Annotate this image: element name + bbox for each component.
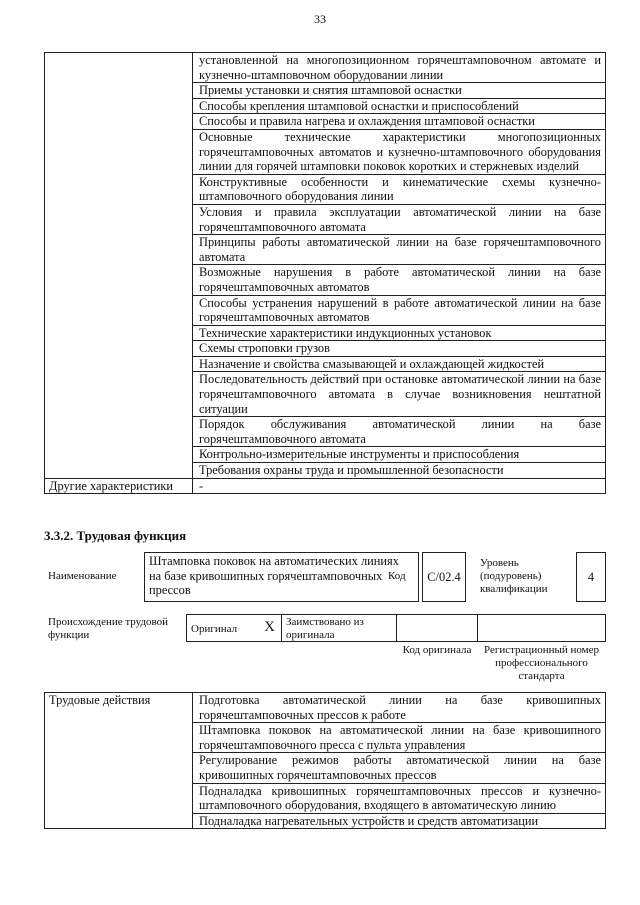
origin-section [44, 614, 606, 684]
function-name: Штамповка поковок на автоматических линиях на базе кривошипных горячештамповочных прессов [144, 552, 419, 602]
original-mark: X [264, 619, 275, 635]
qualification-level-label: Уровень (подуровень) квалификации [480, 557, 548, 595]
code-original-label: Код оригинала [402, 644, 472, 656]
original-cell [186, 614, 282, 642]
action-item: Подготовка автоматической линии на базе кривошипных горячештамповочных прессов к работе [193, 693, 606, 723]
origin-label: Происхождение трудовой функции [48, 616, 169, 641]
knowledge-item: Технические характеристики индукционных установок [193, 325, 606, 341]
action-item: Регулирование режимов работы автоматической линии на базе кривошипных горячештамповочных прессов [193, 753, 606, 783]
knowledge-item: Способы крепления штамповой оснастки и приспособлений [193, 98, 606, 114]
action-item: Подналадка нагревательных устройств и средств автоматизации [193, 813, 606, 829]
other-characteristics-label: Другие характеристики [45, 478, 193, 494]
knowledge-item: Способы устранения нарушений в работе автоматической линии на базе горячештамповочных автоматов [193, 295, 606, 325]
table-row [45, 478, 606, 494]
knowledge-item: Приемы установки и снятия штамповой оснастки [193, 83, 606, 99]
reg-number-cell [477, 614, 606, 642]
knowledge-label-cell [45, 53, 193, 479]
knowledge-item: Порядок обслуживания автоматической линии на базе горячештамповочного автомата [193, 417, 606, 447]
table-row [45, 693, 606, 723]
borrowed-label: Заимствовано из оригинала [286, 616, 364, 641]
knowledge-item: Способы и правила нагрева и охлаждения штамповой оснастки [193, 114, 606, 130]
section-heading: 3.3.2. Трудовая функция [44, 528, 187, 543]
table-row [45, 53, 606, 83]
knowledge-item: Последовательность действий при остановке автоматической линии на базе горячештамповочного автомата в случае возникновения нештатной ситуации [193, 372, 606, 417]
code-label: Код [388, 570, 406, 582]
reg-number-label: Регистрационный номер профессионального стандарта [483, 644, 600, 682]
knowledge-item: Принципы работы автоматической линии на базе горячештамповочного автомата [193, 235, 606, 265]
knowledge-item: Конструктивные особенности и кинематические схемы кузнечно-штамповочного оборудования линии [193, 174, 606, 204]
knowledge-item: Условия и правила эксплуатации автоматической линии на базе горячештамповочного автомата [193, 204, 606, 234]
knowledge-item: Основные технические характеристики многопозиционных горячештамповочных автоматов и кузнечно-штамповочного оборудования линии для горячей штамповки поковок коротких и стержневых изделий [193, 129, 606, 174]
original-label: Оригинал [191, 623, 238, 635]
knowledge-item: Требования охраны труда и промышленной безопасности [193, 463, 606, 479]
function-header [44, 552, 606, 604]
action-item: Штамповка поковок на автоматической линии на базе кривошипного горячештамповочного пресса с пульта управления [193, 723, 606, 753]
code-original-cell [396, 614, 478, 642]
actions-label: Трудовые действия [45, 693, 193, 829]
borrowed-cell [281, 614, 397, 642]
knowledge-item: установленной на многопозиционном горячештамповочном автомате и кузнечно-штамповочном оборудовании линии [193, 53, 606, 83]
knowledge-item: Контрольно-измерительные инструменты и приспособления [193, 447, 606, 463]
action-item: Подналадка кривошипных горячештамповочных прессов и кузнечно-штамповочного оборудования, входящего в автоматическую линию [193, 783, 606, 813]
qualification-level-value: 4 [576, 552, 606, 602]
function-code: С/02.4 [422, 552, 466, 602]
knowledge-table [44, 52, 606, 494]
actions-table [44, 692, 606, 829]
knowledge-item: Возможные нарушения в работе автоматической линии на базе горячештамповочных автоматов [193, 265, 606, 295]
other-characteristics-value: - [193, 478, 606, 494]
name-label: Наименование [48, 570, 117, 582]
knowledge-item: Схемы строповки грузов [193, 341, 606, 357]
page-number: 33 [314, 12, 326, 26]
knowledge-item: Назначение и свойства смазывающей и охлаждающей жидкостей [193, 356, 606, 372]
